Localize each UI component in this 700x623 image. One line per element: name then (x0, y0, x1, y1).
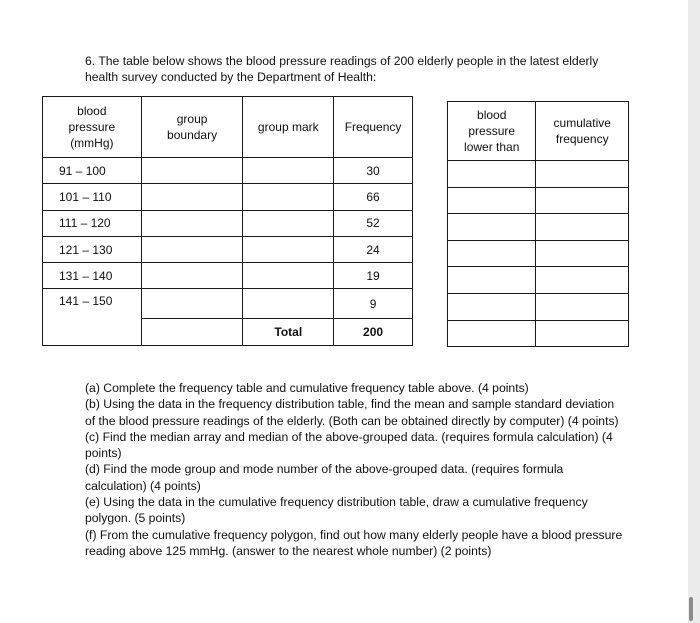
table-row (448, 267, 629, 294)
cumulative-frequency-table (447, 101, 629, 347)
blank-cell (536, 267, 629, 294)
group-boundary-cell (141, 210, 243, 236)
blank-cell (448, 187, 536, 214)
blank-cell (536, 161, 629, 188)
group-mark-cell (243, 210, 334, 236)
header-cumulative-frequency: cumulative frequency (536, 102, 629, 161)
group-boundary-cell (141, 289, 243, 319)
group-mark-cell (243, 289, 334, 319)
blank-cell (448, 214, 536, 241)
range-cell: 141 – 150 (43, 289, 142, 319)
table-row (43, 184, 413, 210)
table-row (43, 236, 413, 262)
frequency-table (42, 96, 413, 346)
question-part-b: (b) Using the data in the frequency distribution table, find the mean and sample standard deviation of the blood pressure readings of the elderly. (Both can be obtained directly by computer) (4 points) (85, 397, 619, 428)
header-group-mark: group mark (243, 97, 334, 158)
group-boundary-cell (141, 236, 243, 262)
table-row (448, 187, 629, 214)
blank-cell (448, 267, 536, 294)
table-row (43, 210, 413, 236)
blank-cell (536, 214, 629, 241)
frequency-cell: 19 (334, 263, 413, 289)
scrollbar-thumb[interactable] (689, 597, 693, 621)
total-label: Total (243, 319, 334, 345)
table-row (448, 320, 629, 347)
blank-cell (448, 240, 536, 267)
header-blood-pressure: blood pressure (mmHg) (43, 97, 142, 158)
table-row (43, 158, 413, 184)
table-row (448, 240, 629, 267)
group-mark-cell (243, 158, 334, 184)
blank-cell (536, 293, 629, 320)
range-cell: 121 – 130 (43, 236, 142, 262)
range-cell: 101 – 110 (43, 184, 142, 210)
range-cell: 111 – 120 (43, 210, 142, 236)
blank-cell (536, 187, 629, 214)
table-row (448, 293, 629, 320)
table-row (43, 289, 413, 319)
empty-cell (43, 319, 142, 345)
table-header-row (43, 97, 413, 158)
question-parts (85, 380, 625, 559)
question-part-a: (a) Complete the frequency table and cumulative frequency table above. (4 points) (85, 381, 529, 395)
group-boundary-cell (141, 184, 243, 210)
question-part-f: (f) From the cumulative frequency polygon, find out how many elderly people have a blood pressure reading above 125 mmHg. (answer to the nearest whole number) (2 points) (85, 527, 623, 558)
question-part-c: (c) Find the median array and median of the above-grouped data. (requires formula calculation) (4 points) (85, 429, 613, 461)
frequency-cell: 9 (334, 289, 413, 319)
blank-cell (536, 320, 629, 347)
group-boundary-cell (141, 158, 243, 184)
group-mark-cell (243, 263, 334, 289)
table-header-row (448, 102, 629, 161)
header-frequency: Frequency (334, 97, 413, 158)
total-value: 200 (334, 319, 413, 345)
table-row (43, 263, 413, 289)
blank-cell (448, 293, 536, 320)
table-row (448, 161, 629, 188)
group-mark-cell (243, 184, 334, 210)
header-group-boundary: group boundary (141, 97, 243, 158)
blank-cell (448, 320, 536, 347)
table-total-row (43, 319, 413, 345)
question-part-e: (e) Using the data in the cumulative frequency distribution table, draw a cumulative frequency polygon. (5 points) (85, 495, 588, 526)
empty-cell (141, 319, 243, 345)
group-boundary-cell (141, 263, 243, 289)
frequency-cell: 52 (334, 210, 413, 236)
range-cell: 131 – 140 (43, 263, 142, 289)
frequency-cell: 66 (334, 184, 413, 210)
blank-cell (536, 240, 629, 267)
frequency-cell: 30 (334, 158, 413, 184)
blank-cell (448, 161, 536, 188)
question-part-d: (d) Find the mode group and mode number of the above-grouped data. (requires formula calculation) (4 points) (85, 462, 564, 493)
question-intro: 6. The table below shows the blood pressure readings of 200 elderly people in the latest elderly health survey conducted by the Department of Health: (85, 54, 599, 84)
frequency-cell: 24 (334, 236, 413, 262)
group-mark-cell (243, 236, 334, 262)
header-blood-pressure-lower-than: blood pressure lower than (448, 102, 536, 161)
table-row (448, 214, 629, 241)
range-cell: 91 – 100 (43, 158, 142, 184)
